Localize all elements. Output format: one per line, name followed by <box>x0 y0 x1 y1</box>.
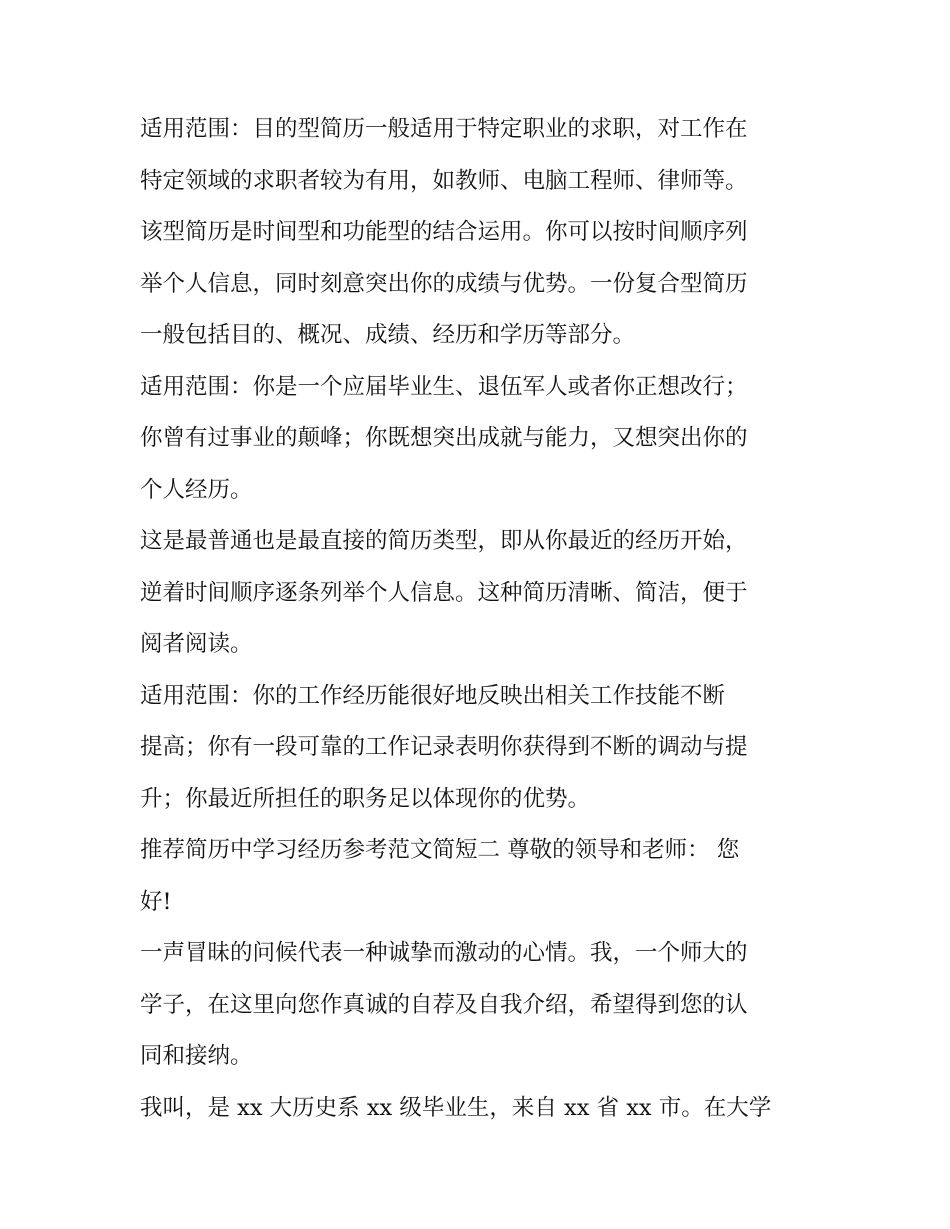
text-line: 适用范围：你是一个应届毕业生、退伍军人或者你正想改行； <box>140 373 748 400</box>
text-line: 该型简历是时间型和功能型的结合运用。你可以按时间顺序列 <box>140 219 748 245</box>
text-line: 逆着时间顺序逐条列举个人信息。这种简历清晰、简洁，便于 <box>140 579 748 606</box>
text-line: 我叫，是 xx 大历史系 xx 级毕业生，来自 xx 省 xx 市。在大学 <box>140 1094 772 1121</box>
text-line: 学子，在这里向您作真诚的自荐及自我介绍，希望得到您的认 <box>140 991 748 1018</box>
text-line: 提高；你有一段可靠的工作记录表明你获得到不断的调动与提 <box>140 734 748 760</box>
text-line: 好! <box>140 888 172 915</box>
text-line: 举个人信息，同时刻意突出你的成绩与优势。一份复合型简历 <box>140 270 748 297</box>
text-line: 这是最普通也是最直接的简历类型，即从你最近的经历开始， <box>140 528 748 554</box>
text-line: 你曾有过事业的颠峰；你既想突出成就与能力，又想突出你的 <box>140 425 748 451</box>
document-body <box>140 104 820 1134</box>
text-line: 适用范围：你的工作经历能很好地反映出相关工作技能不断 <box>140 682 726 709</box>
text-line: 特定领域的求职者较为有用，如教师、电脑工程师、律师等。 <box>140 167 748 194</box>
text-line: 一般包括目的、概况、成绩、经历和学历等部分。 <box>140 322 636 348</box>
text-line: 升；你最近所担任的职务足以体现你的优势。 <box>140 785 591 812</box>
text-line: 个人经历。 <box>140 476 253 503</box>
text-line: 阅者阅读。 <box>140 631 253 657</box>
text-line: 一声冒昧的问候代表一种诚挚而激动的心情。我，一个师大的 <box>140 940 748 966</box>
text-line: 同和接纳。 <box>140 1043 253 1069</box>
text-line: 适用范围：目的型简历一般适用于特定职业的求职，对工作在 <box>140 116 748 142</box>
text-line: 推荐简历中学习经历参考范文简短二 尊敬的领导和老师： 您 <box>140 837 740 863</box>
